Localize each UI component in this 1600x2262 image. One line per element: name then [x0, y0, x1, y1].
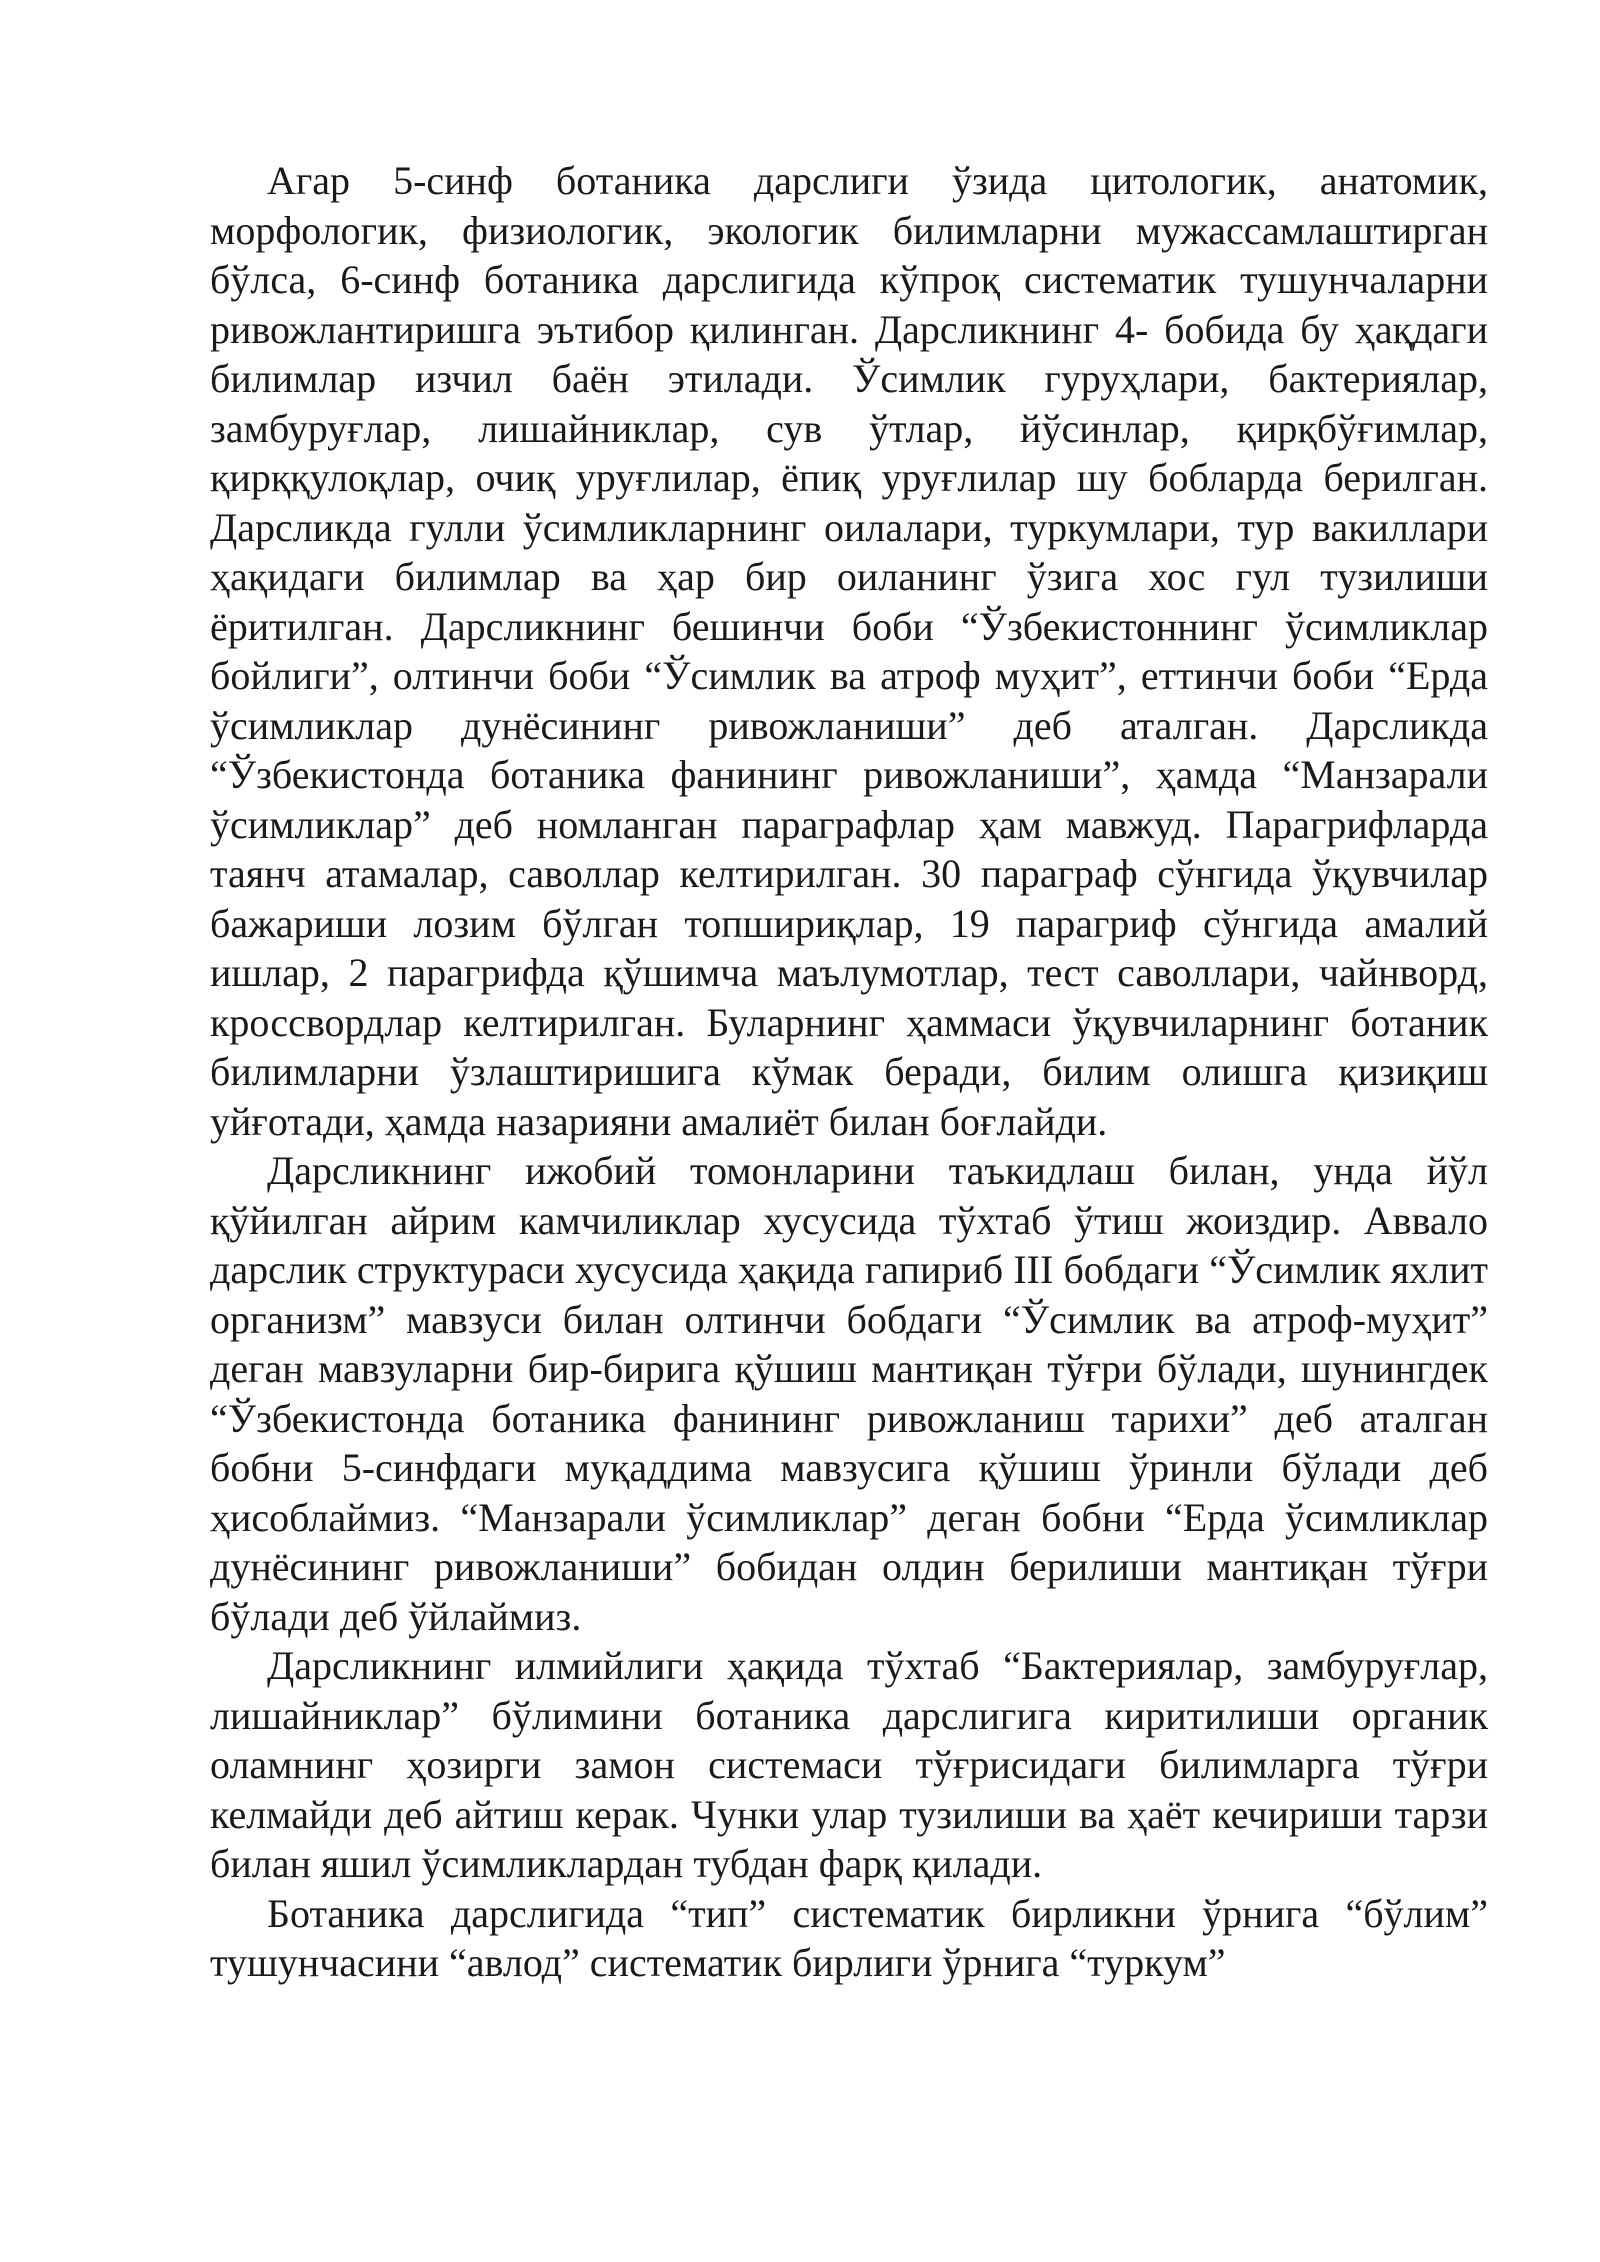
paragraph-2: Дарсликнинг ижобий томонларини таъкидлаш билан, унда йўл қўйилган айрим камчиликлар хусусида тўхтаб ўтиш жоиздир. Аввало дарслик структураси хусусида ҳақида гапириб III бобдаги “Ўсимлик яхлит организм” мавзуси билан олтинчи бобдаги “Ўсимлик ва атроф-муҳит” деган мавзуларни бир-бирига қўшиш мантиқан тўғри бўлади, шунингдек “Ўзбекистонда ботаника фанининг ривожланиш тарихи” деб аталган бобни 5-синфдаги муқаддима мавзусига қўшиш ўринли бўлади деб ҳисоблаймиз. “Манзарали ўсимликлар” деган бобни “Ерда ўсимликлар дунёсининг ривожланиши” бобидан олдин берилиши мантиқан тўғри бўлади деб ўйлаймиз. — [210, 1148, 1488, 1639]
paragraph-4: Ботаника дарслигида “тип” систематик бирликни ўрнига “бўлим” тушунчасини “авлод” систематик бирлиги ўрнига “туркум” — [210, 1890, 1488, 1985]
document-page — [210, 156, 1488, 1988]
paragraph-3: Дарсликнинг илмийлиги ҳақида тўхтаб “Бактериялар, замбуруғлар, лишайниклар” бўлимини ботаника дарслигига киритилиши органик оламнинг ҳозирги замон системаси тўғрисидаги билимларга тўғри келмайди деб айтиш керак. Чунки улар тузилиши ва ҳаёт кечириши тарзи билан яшил ўсимликлардан тубдан фарқ қилади. — [210, 1643, 1488, 1886]
paragraph-1: Агар 5-синф ботаника дарслиги ўзида цитологик, анатомик, морфологик, физиологик, экологик билимларни мужассамлаштирган бўлса, 6-синф ботаника дарслигида кўпроқ систематик тушунчаларни ривожлантиришга эътибор қилинган. Дарсликнинг 4- бобида бу ҳақдаги билимлар изчил баён этилади. Ўсимлик гуруҳлари, бактериялар, замбуруғлар, лишайниклар, сув ўтлар, йўсинлар, қирқбўғимлар, қирққулоқлар, очиқ уруғлилар, ёпиқ уруғлилар шу бобларда берилган. Дарсликда гулли ўсимликларнинг оилалари, туркумлари, тур вакиллари ҳақидаги билимлар ва ҳар бир оиланинг ўзига хос гул тузилиши ёритилган. Дарсликнинг бешинчи боби “Ўзбекистоннинг ўсимликлар бойлиги”, олтинчи боби “Ўсимлик ва атроф муҳит”, еттинчи боби “Ерда ўсимликлар дунёсининг ривожланиши” деб аталган. Дарсликда “Ўзбекистонда ботаника фанининг ривожланиши”, ҳамда “Манзарали ўсимликлар” деб номланган параграфлар ҳам мавжуд. Парагрифларда таянч атамалар, саволлар келтирилган. 30 параграф сўнгида ўқувчилар бажариши лозим бўлган топшириқлар, 19 парагриф сўнгида амалий ишлар, 2 парагрифда қўшимча маълумотлар, тест саволлари, чайнворд, кроссвордлар келтирилган. Буларнинг ҳаммаси ўқувчиларнинг ботаник билимларни ўзлаштиришига кўмак беради, билим олишга қизиқиш уйғотади, ҳамда назарияни амалиёт билан боғлайди. — [210, 158, 1488, 1144]
